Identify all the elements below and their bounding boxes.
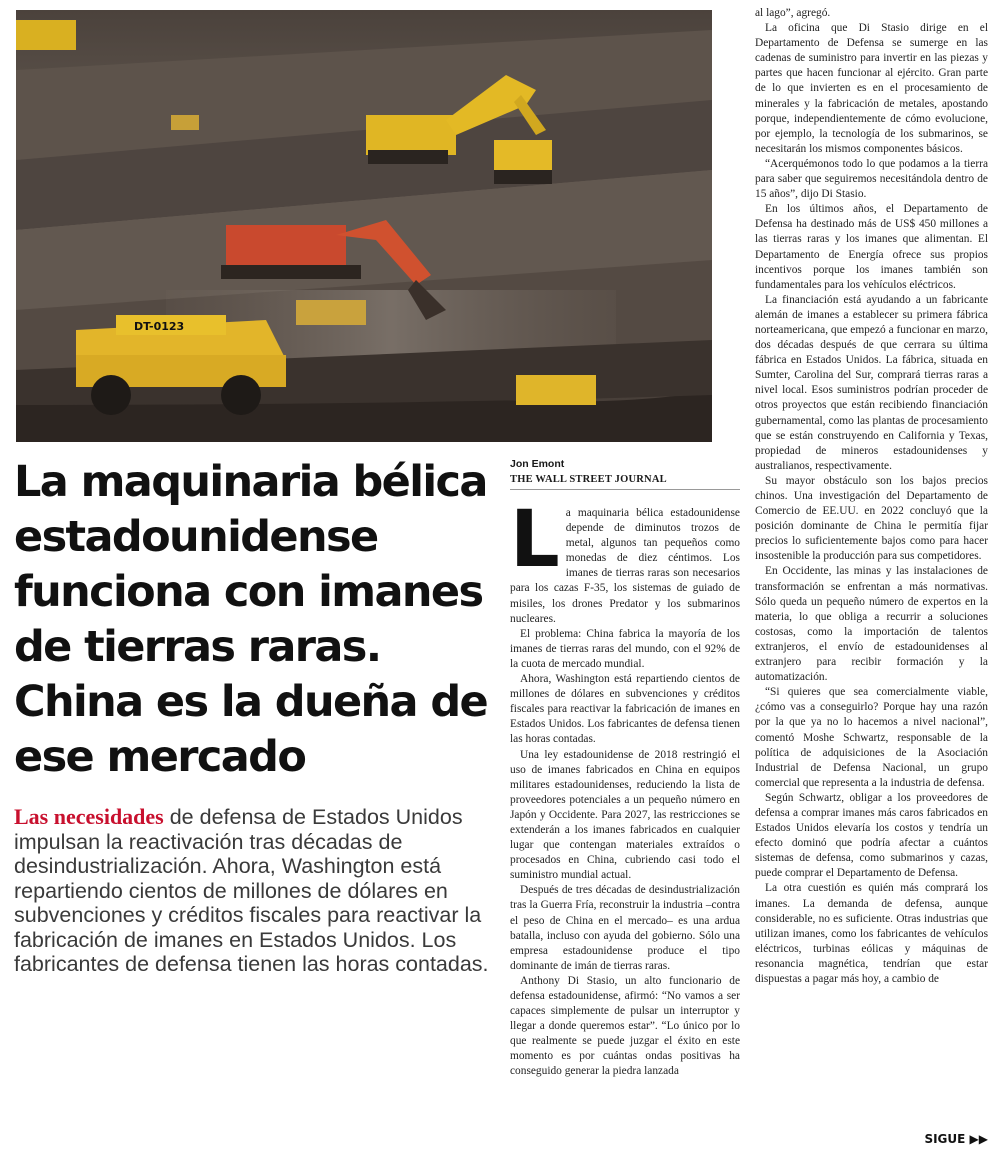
article-paragraph: Una ley estadounidense de 2018 restringió el uso de imanes fabricados en China en equipos militares estadounidenses, reduciendo la lista de proveedores potenciales a un pequeño número en Japón y Occidente. Para 2027, las restricciones se extenderán a los imanes fabricados en cualquier lugar que contengan materiales extraídos o procesados en China, cubriendo casi todo el suministro mundial actual. bbox=[510, 748, 740, 882]
dek bbox=[14, 805, 498, 977]
small-truck bbox=[516, 375, 596, 405]
byline bbox=[510, 458, 740, 490]
article-paragraph: La otra cuestión es quién más comprará los imanes. La demanda de defensa, aunque considerable, no es suficiente. Otras industrias que utilizan imanes, como los fabricantes de vehículos eléctricos, turbinas eólicas y máquinas de resonancia magnética, tendrían que estar dispuestas a pagar más hoy, a cambio de bbox=[755, 882, 988, 985]
distant-machine bbox=[171, 115, 199, 130]
article-paragraph: Después de tres décadas de desindustrialización tras la Guerra Fría, reconstruir la industria –contra el peso de China en el mercado– es una ardua batalla, incluso con ayuda del gobierno. Sólo una empresa estadounidense produce el tipo dominante de imán de tierras raras. bbox=[510, 884, 740, 972]
article-paragraph: Según Schwartz, obligar a los proveedores de defensa a comprar imanes más caros fabricados en Estados Unidos elevaría los costos y tendría un efecto dominó que podría afectar a cuántos sistemas de defensa, como submarinos y cazas, puede comprar el Departamento de Defensa. bbox=[755, 791, 988, 880]
distant-truck bbox=[296, 300, 366, 325]
byline-author: Jon Emont bbox=[510, 458, 565, 470]
article-paragraph: La financiación está ayudando a un fabricante alemán de imanes a establecer su primera fábrica norteamericana, que empezó a funcionar en marzo, dos décadas después de que cerrara su última fábrica en Estados Unidos. La fábrica, situada en Sumter, Carolina del Sur, comprará tierras raras a nivel local. Esos suministros podrían proceder de otros proyectos que están recibiendo financiación gubernamental, como las plantas de procesamiento que se están construyendo en California y Texas, propiedad de mineros estadounidenses y australianos, respectivamente. bbox=[755, 293, 988, 472]
article-column-2 bbox=[755, 6, 988, 1118]
dek-lead-in: Las necesidades bbox=[14, 804, 164, 829]
continue-marker: SIGUE ▶▶ bbox=[924, 1132, 988, 1146]
article-paragraph: En los últimos años, el Departamento de Defensa ha destinado más de US$ 450 millones a las tierras raras y los imanes que alimentan. El Departamento de Energía ofrece sus propios incentivos porque los imanes también son fundamentales para los vehículos eléctricos. bbox=[755, 203, 988, 291]
dropcap: L bbox=[510, 506, 560, 585]
article-paragraph: Ahora, Washington está repartiendo cientos de millones de dólares en subvenciones y créditos fiscales para reactivar la fabricación de imanes en Estados Unidos. Los fabricantes de defensa tienen las horas contadas. bbox=[510, 673, 740, 746]
mining-scene-illustration bbox=[16, 10, 712, 442]
mine-photo bbox=[16, 10, 712, 442]
article-paragraph: al lago”, agregó. bbox=[755, 7, 831, 19]
byline-publication: THE WALL STREET JOURNAL bbox=[510, 474, 667, 485]
article-paragraph: El problema: China fabrica la mayoría de los imanes de tierras raras del mundo, con el 92% de la cuota de mercado mundial. bbox=[510, 627, 740, 670]
article-paragraph: Su mayor obstáculo son los bajos precios chinos. Una investigación del Departamento de Comercio de EE.UU. en 2022 concluyó que la posición dominante de China le permitía fijar precios lo suficientemente bajos como para hacer insostenible la producción para sus competidores. bbox=[755, 474, 988, 563]
truck-label: DT-0123 bbox=[134, 320, 185, 333]
article-paragraph: Anthony Di Stasio, un alto funcionario de defensa estadounidense, afirmó: “No vamos a ser capaces simplemente de pulsar un interruptor y llegar a donde queremos estar”. “Lo único por lo que realmente se puede juzgar el éxito en este momento es por cuántas ondas positivas ha conseguido generar la piedra lanzada bbox=[510, 974, 740, 1078]
excavator-top-left bbox=[16, 20, 76, 50]
dek-text: de defensa de Estados Unidos impulsan la reactivación tras décadas de desindustrialización. Ahora, Washington está repartiendo cientos de millones de dólares en subvenciones y créditos fiscales para reactivar la fabricación de imanes en Estados Unidos. Los fabricantes de defensa tienen las horas contadas. bbox=[14, 805, 489, 976]
article-paragraph: En Occidente, las minas y las instalaciones de transformación se enfrentan a más normativas. Sólo queda un pequeño número de expertos en la materia, lo que obliga a recurrir a soluciones costosas, como la importación de talentos extranjeros, el envío de estadounidenses al extranjero para recibir formación y la automatización. bbox=[755, 565, 988, 684]
article-column-1 bbox=[510, 506, 740, 1144]
article-paragraph: La oficina que Di Stasio dirige en el Departamento de Defensa se sumerge en las cadenas de suministro para invertir en las piezas y partes que hacen funcionar al ejército. Gran parte de lo que invierten es en el procesamiento de minerales y la fabricación de metales, apostando porque, independientemente de cómo evolucione, por ejemplo, la tecnología de los submarinos, se necesitarán los mismos componentes básicos. bbox=[755, 22, 988, 155]
article-paragraph: “Si quieres que sea comercialmente viable, ¿cómo vas a conseguirlo? Porque hay una razón por la que ya no lo hacemos a nivel nacional”, comentó Moshe Schwartz, responsable de la política de adquisiciones de la Asociación Industrial de Defensa Nacional, un grupo comercial que representa a la industria de defensa. bbox=[755, 686, 988, 789]
headline: La maquinaria bélica estadounidense funciona con imanes de tierras raras. China es la dueña de ese mercado bbox=[14, 457, 488, 782]
article-paragraph: La maquinaria bélica estadounidense depende de diminutos trozos de metal, algunos tan pequeños como monedas de diez céntimos. Los imanes de tierras raras son necesarios para los cazas F-35, los sistemas de guiado de misiles, los drones Predator y los submarinos nucleares. bbox=[510, 506, 740, 625]
article-paragraph: “Acerquémonos todo lo que podamos a la tierra para saber que seguiremos necesitándola dentro de 15 años”, dijo Di Stasio. bbox=[755, 157, 988, 201]
